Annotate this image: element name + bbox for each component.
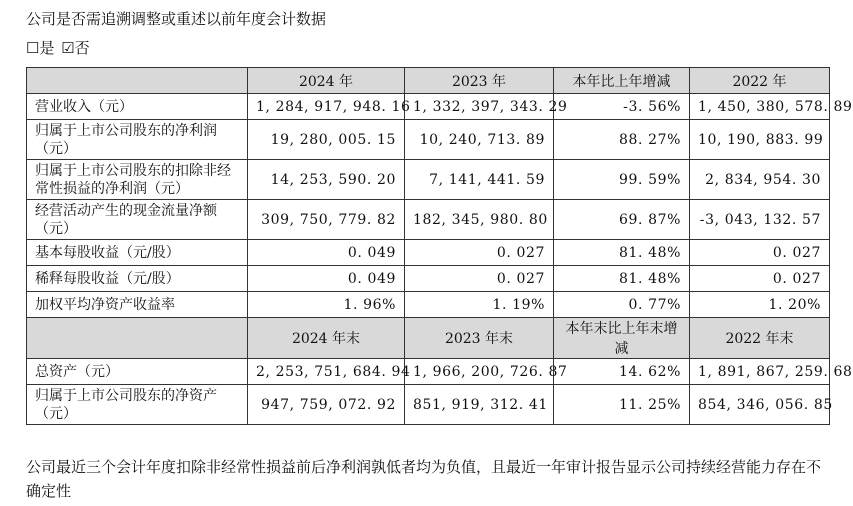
value-cell: 0. 049 <box>248 266 405 292</box>
header-cell <box>27 318 248 359</box>
choice-yes: ☐是 <box>26 39 55 57</box>
change-cell: 99. 59% <box>554 160 690 200</box>
value-cell: 947, 759, 072. 92 <box>248 385 405 425</box>
value-cell: 1, 450, 380, 578. 89 <box>690 94 830 120</box>
table-row <box>27 120 830 160</box>
value-cell: 7, 141, 441. 59 <box>405 160 554 200</box>
value-cell: 0. 027 <box>690 240 830 266</box>
change-cell: 88. 27% <box>554 120 690 160</box>
value-cell: 19, 280, 005. 15 <box>248 120 405 160</box>
value-cell: 10, 190, 883. 99 <box>690 120 830 160</box>
change-cell: 81. 48% <box>554 266 690 292</box>
choice-no: ☑否 <box>61 39 90 57</box>
value-cell: 2, 253, 751, 684. 94 <box>248 359 405 385</box>
change-cell: 0. 77% <box>554 292 690 318</box>
footnote: 公司最近三个会计年度扣除非经常性损益前后净利润孰低者均为负值，且最近一年审计报告显示公司持续经营能力存在不确定性 <box>26 458 822 500</box>
header-cell: 本年比上年增减 <box>554 68 690 94</box>
row-label: 营业收入（元） <box>27 94 248 120</box>
row-label: 归属于上市公司股东的净资产（元） <box>27 385 248 425</box>
header-cell: 2023 年 <box>405 68 554 94</box>
value-cell: 0. 049 <box>248 240 405 266</box>
table-row <box>27 94 830 120</box>
table-row <box>27 160 830 200</box>
section-heading: 公司是否需追溯调整或重述以前年度会计数据 <box>26 10 327 28</box>
row-label: 加权平均净资产收益率 <box>27 292 248 318</box>
header-cell: 本年末比上年末增减 <box>554 318 690 359</box>
table-row <box>27 359 830 385</box>
header-cell: 2023 年末 <box>405 318 554 359</box>
header-cell <box>27 68 248 94</box>
header-cell: 2022 年末 <box>690 318 830 359</box>
row-label: 基本每股收益（元/股） <box>27 240 248 266</box>
value-cell: 1, 891, 867, 259. 68 <box>690 359 830 385</box>
header-cell: 2024 年 <box>248 68 405 94</box>
value-cell: 0. 027 <box>405 266 554 292</box>
value-cell: -3, 043, 132. 57 <box>690 200 830 240</box>
financial-data-table <box>26 67 853 425</box>
change-cell: -3. 56% <box>554 94 690 120</box>
change-cell: 69. 87% <box>554 200 690 240</box>
row-label: 经营活动产生的现金流量净额（元） <box>27 200 248 240</box>
value-cell: 1. 19% <box>405 292 554 318</box>
value-cell: 1. 20% <box>690 292 830 318</box>
table-row <box>27 266 830 292</box>
value-cell: 1, 332, 397, 343. 29 <box>405 94 554 120</box>
value-cell: 851, 919, 312. 41 <box>405 385 554 425</box>
value-cell: 2, 834, 954. 30 <box>690 160 830 200</box>
row-label: 归属于上市公司股东的扣除非经常性损益的净利润（元） <box>27 160 248 200</box>
header-cell: 2022 年 <box>690 68 830 94</box>
value-cell: 0. 027 <box>690 266 830 292</box>
table-row <box>27 240 830 266</box>
value-cell: 1, 284, 917, 948. 16 <box>248 94 405 120</box>
restatement-choice <box>26 37 90 59</box>
change-cell: 14. 62% <box>554 359 690 385</box>
header-cell: 2024 年末 <box>248 318 405 359</box>
value-cell: 1, 966, 200, 726. 87 <box>405 359 554 385</box>
change-cell: 11. 25% <box>554 385 690 425</box>
row-label: 总资产（元） <box>27 359 248 385</box>
value-cell: 0. 027 <box>405 240 554 266</box>
table-row <box>27 200 830 240</box>
row-label: 稀释每股收益（元/股） <box>27 266 248 292</box>
value-cell: 1. 96% <box>248 292 405 318</box>
change-cell: 81. 48% <box>554 240 690 266</box>
value-cell: 10, 240, 713. 89 <box>405 120 554 160</box>
value-cell: 854, 346, 056. 85 <box>690 385 830 425</box>
value-cell: 309, 750, 779. 82 <box>248 200 405 240</box>
row-label: 归属于上市公司股东的净利润（元） <box>27 120 248 160</box>
value-cell: 14, 253, 590. 20 <box>248 160 405 200</box>
table-subheader-row <box>27 318 830 359</box>
table-header-row <box>27 68 830 94</box>
value-cell: 182, 345, 980. 80 <box>405 200 554 240</box>
table-row <box>27 292 830 318</box>
table-row <box>27 385 830 425</box>
